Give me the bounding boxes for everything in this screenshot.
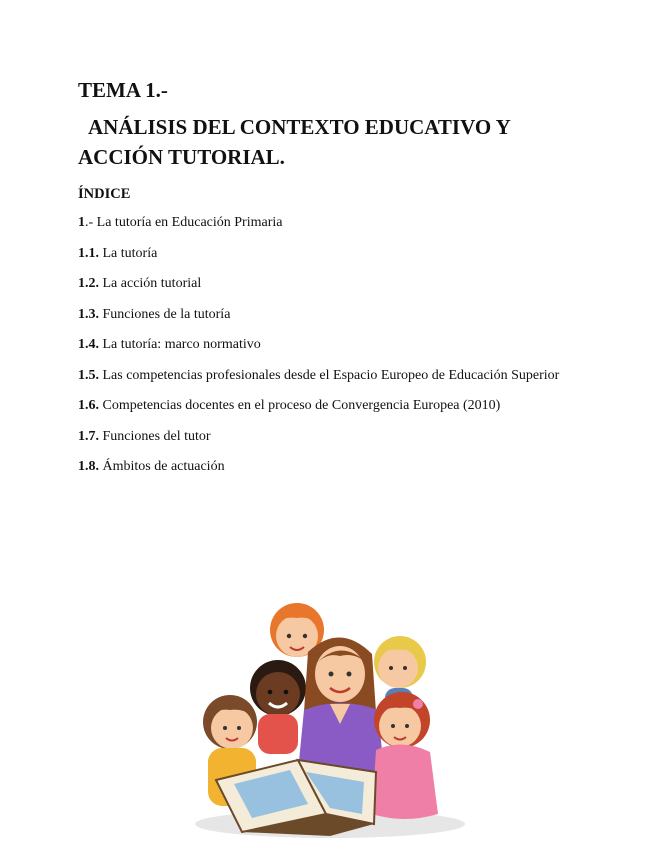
toc-number: 1.5. bbox=[78, 367, 99, 383]
topic-number: TEMA 1.- bbox=[78, 78, 168, 102]
document-page bbox=[78, 76, 598, 489]
toc-text: Ámbitos de actuación bbox=[99, 459, 225, 474]
toc-text: .- La tutoría en Educación Primaria bbox=[85, 215, 283, 230]
toc-text: La tutoría: marco normativo bbox=[99, 337, 261, 352]
toc-item-1-2 bbox=[78, 275, 598, 293]
toc-text: La acción tutorial bbox=[99, 276, 202, 291]
child-dark-skin bbox=[250, 660, 306, 754]
toc-number: 1.7. bbox=[78, 428, 99, 444]
toc-number: 1.1. bbox=[78, 245, 99, 261]
child-right-girl bbox=[372, 692, 438, 819]
toc-text: Competencias docentes en el proceso de Convergencia Europea (2010) bbox=[99, 398, 501, 413]
document-title bbox=[78, 112, 598, 172]
toc-item-1-3 bbox=[78, 306, 598, 324]
toc-number: 1.6. bbox=[78, 398, 99, 413]
toc-number: 1.2. bbox=[78, 276, 99, 291]
toc-item-1-5 bbox=[78, 367, 598, 385]
toc-text: La tutoría bbox=[99, 245, 158, 261]
toc-item-1-6 bbox=[78, 397, 598, 415]
toc-number: 1.3. bbox=[78, 306, 99, 322]
toc-text: Las competencias profesionales desde el Espacio Europeo de Educación Superior bbox=[99, 367, 560, 383]
toc-number: 1 bbox=[78, 215, 85, 230]
toc-item-1-7 bbox=[78, 428, 598, 446]
toc-number: 1.8. bbox=[78, 459, 99, 474]
title-line-1: ANÁLISIS DEL CONTEXTO EDUCATIVO Y bbox=[88, 115, 511, 139]
index-heading: ÍNDICE bbox=[78, 186, 131, 202]
toc-item-1-4 bbox=[78, 336, 598, 354]
toc-number: 1.4. bbox=[78, 337, 99, 352]
toc-text: Funciones del tutor bbox=[99, 428, 211, 444]
table-of-contents bbox=[78, 214, 598, 476]
toc-item-1 bbox=[78, 214, 598, 232]
toc-item-1-8 bbox=[78, 458, 598, 476]
toc-text: Funciones de la tutoría bbox=[99, 306, 231, 322]
teacher-reading-to-children-illustration bbox=[180, 592, 480, 842]
toc-item-1-1 bbox=[78, 245, 598, 263]
title-line-2: ACCIÓN TUTORIAL. bbox=[78, 145, 285, 169]
